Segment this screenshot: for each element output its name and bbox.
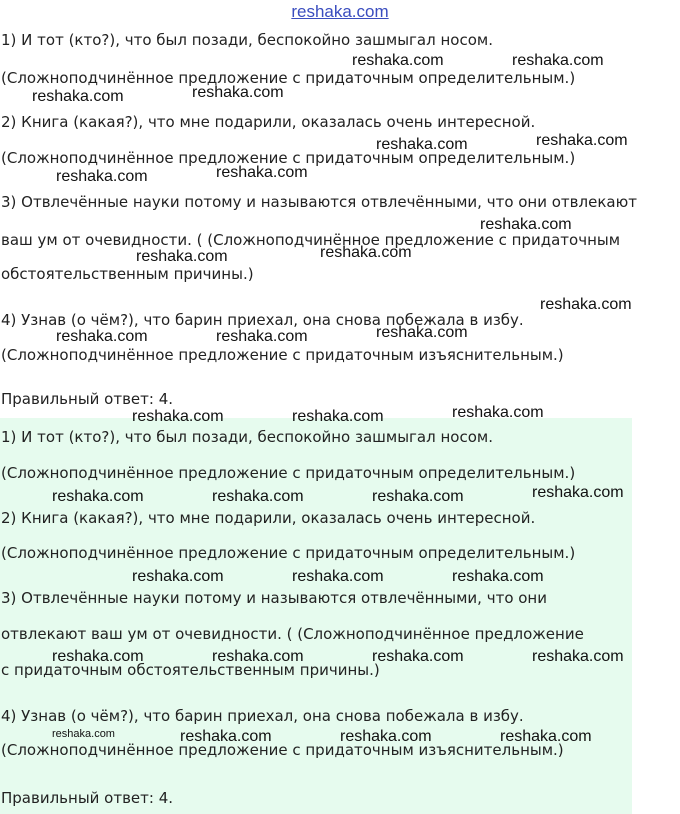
answer-line: (Сложноподчинённое предложение с придаточным определительным.): [1, 464, 576, 482]
question-line: 4) Узнав (о чём?), что барин приехал, она снова побежала в избу.: [1, 311, 524, 329]
question-line: 1) И тот (кто?), что был позади, беспокойно зашмыгал носом.: [1, 31, 493, 49]
answer-line: 3) Отвлечённые науки потому и называются отвлечёнными, что они: [1, 589, 547, 607]
watermark: reshaka.com: [532, 648, 624, 665]
watermark: reshaka.com: [532, 484, 624, 501]
question-line: обстоятельственным причины.): [1, 265, 254, 283]
watermark: reshaka.com: [192, 84, 284, 101]
correct-answer-label: Правильный ответ: 4.: [1, 390, 174, 408]
watermark: reshaka.com: [212, 648, 304, 665]
watermark: reshaka.com: [512, 52, 604, 69]
answer-line: 4) Узнав (о чём?), что барин приехал, она снова побежала в избу.: [1, 707, 524, 725]
watermark: reshaka.com: [376, 136, 468, 153]
watermark: reshaka.com: [500, 728, 592, 745]
watermark: reshaka.com: [540, 296, 632, 313]
watermark: reshaka.com: [132, 408, 224, 425]
watermark: reshaka.com: [340, 728, 432, 745]
watermark: reshaka.com: [452, 568, 544, 585]
question-line: (Сложноподчинённое предложение с придаточным определительным.): [1, 69, 576, 87]
watermark: reshaka.com: [536, 132, 628, 149]
question-line: 2) Книга (какая?), что мне подарили, оказалась очень интересной.: [1, 113, 536, 131]
watermark: reshaka.com: [480, 216, 572, 233]
watermark: reshaka.com: [452, 404, 544, 421]
watermark: reshaka.com: [292, 408, 384, 425]
question-line: 3) Отвлечённые науки потому и называются отвлечёнными, что они отвлекают: [1, 193, 637, 211]
watermark: reshaka.com: [32, 88, 124, 105]
watermark: reshaka.com: [56, 168, 148, 185]
watermark: reshaka.com: [56, 328, 148, 345]
watermark: reshaka.com: [320, 244, 412, 261]
watermark: reshaka.com: [180, 728, 272, 745]
answer-line: (Сложноподчинённое предложение с придаточным изъяснительным.): [1, 741, 564, 759]
watermark: reshaka.com: [372, 648, 464, 665]
question-line: ваш ум от очевидности. ( (Сложноподчинённое предложение с придаточным: [1, 231, 621, 249]
watermark: reshaka.com: [132, 568, 224, 585]
watermark: reshaka.com: [212, 488, 304, 505]
watermark: reshaka.com: [292, 568, 384, 585]
question-line: (Сложноподчинённое предложение с придаточным определительным.): [1, 149, 576, 167]
watermark: reshaka.com: [52, 648, 144, 665]
answer-line: (Сложноподчинённое предложение с придаточным определительным.): [1, 544, 576, 562]
watermark: reshaka.com: [372, 488, 464, 505]
site-link[interactable]: reshaka.com: [291, 2, 389, 21]
watermark: reshaka.com: [52, 488, 144, 505]
watermark: reshaka.com: [352, 52, 444, 69]
question-line: (Сложноподчинённое предложение с придаточным изъяснительным.): [1, 346, 564, 364]
answer-line: 1) И тот (кто?), что был позади, беспокойно зашмыгал носом.: [1, 428, 493, 446]
watermark: reshaka.com: [216, 164, 308, 181]
watermark: reshaka.com: [216, 328, 308, 345]
correct-answer-label: Правильный ответ: 4.: [1, 789, 174, 807]
answer-line: с придаточным обстоятельственным причины.): [1, 661, 380, 679]
answer-line: 2) Книга (какая?), что мне подарили, оказалась очень интересной.: [1, 509, 536, 527]
watermark: reshaka.com: [376, 324, 468, 341]
answer-line: отвлекают ваш ум от очевидности. ( (Сложноподчинённое предложение: [1, 625, 584, 643]
watermark: reshaka.com: [52, 728, 115, 740]
watermark: reshaka.com: [136, 248, 228, 265]
